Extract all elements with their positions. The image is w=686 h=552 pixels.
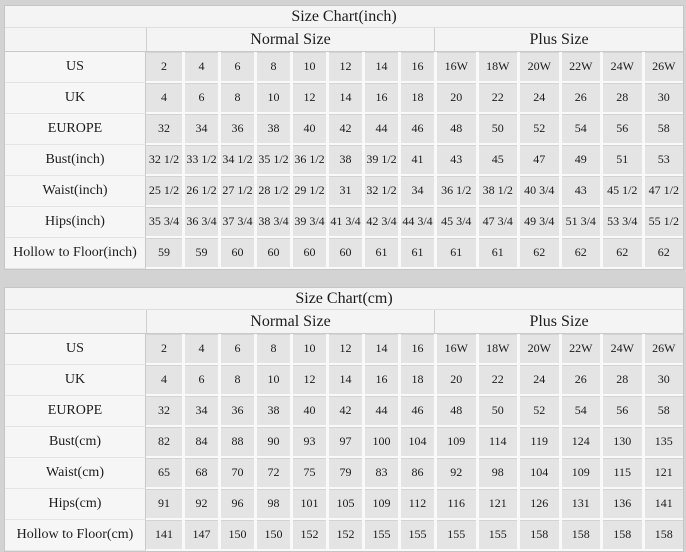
table-row xyxy=(5,145,683,176)
row-label: Hollow to Floor(inch) xyxy=(5,238,146,269)
size-value-cell: 6 xyxy=(218,52,254,83)
size-value-cell: 56 xyxy=(600,114,642,145)
size-value-cell: 20 xyxy=(434,83,476,114)
size-value-cell: 49 xyxy=(559,145,601,176)
size-value-cell: 2 xyxy=(146,334,182,365)
size-value-cell: 26 1/2 xyxy=(182,176,218,207)
row-label: UK xyxy=(5,83,146,114)
size-value-cell: 104 xyxy=(517,458,559,489)
size-value-cell: 36 xyxy=(218,114,254,145)
table-row xyxy=(5,114,683,145)
size-value-cell: 54 xyxy=(559,396,601,427)
size-value-cell: 2 xyxy=(146,52,182,83)
size-value-cell: 155 xyxy=(398,520,434,551)
size-value-cell: 84 xyxy=(182,427,218,458)
row-label: EUROPE xyxy=(5,396,146,427)
row-label: Bust(cm) xyxy=(5,427,146,458)
size-value-cell: 62 xyxy=(642,238,684,269)
row-label: Bust(inch) xyxy=(5,145,146,176)
table-row xyxy=(5,427,683,458)
table-row xyxy=(5,334,683,365)
size-value-cell: 109 xyxy=(434,427,476,458)
size-value-cell: 50 xyxy=(476,114,518,145)
size-value-cell: 22 xyxy=(476,365,518,396)
size-value-cell: 10 xyxy=(290,52,326,83)
title-row xyxy=(5,288,683,310)
size-value-cell: 18 xyxy=(398,365,434,396)
size-value-cell: 22 xyxy=(476,83,518,114)
size-value-cell: 24W xyxy=(600,52,642,83)
size-value-cell: 45 1/2 xyxy=(600,176,642,207)
size-value-cell: 12 xyxy=(326,52,362,83)
size-value-cell: 53 3/4 xyxy=(600,207,642,238)
plus-size-header: Plus Size xyxy=(434,28,683,52)
size-value-cell: 109 xyxy=(362,489,398,520)
size-value-cell: 4 xyxy=(146,83,182,114)
size-value-cell: 49 3/4 xyxy=(517,207,559,238)
size-value-cell: 34 xyxy=(182,396,218,427)
size-value-cell: 20 xyxy=(434,365,476,396)
size-value-cell: 109 xyxy=(559,458,601,489)
size-value-cell: 37 3/4 xyxy=(218,207,254,238)
size-value-cell: 20W xyxy=(517,334,559,365)
size-value-cell: 14 xyxy=(326,83,362,114)
size-value-cell: 25 1/2 xyxy=(146,176,182,207)
size-value-cell: 45 xyxy=(476,145,518,176)
table-title: Size Chart(cm) xyxy=(5,288,683,310)
size-value-cell: 24 xyxy=(517,83,559,114)
size-value-cell: 141 xyxy=(642,489,684,520)
size-value-cell: 43 xyxy=(434,145,476,176)
size-value-cell: 24 xyxy=(517,365,559,396)
row-label: Hips(inch) xyxy=(5,207,146,238)
size-value-cell: 18W xyxy=(476,334,518,365)
size-value-cell: 38 xyxy=(254,114,290,145)
row-label: Waist(cm) xyxy=(5,458,146,489)
size-value-cell: 60 xyxy=(218,238,254,269)
size-value-cell: 59 xyxy=(146,238,182,269)
row-label: Waist(inch) xyxy=(5,176,146,207)
row-label: Hollow to Floor(cm) xyxy=(5,520,146,551)
size-value-cell: 92 xyxy=(434,458,476,489)
size-value-cell: 14 xyxy=(362,334,398,365)
size-value-cell: 72 xyxy=(254,458,290,489)
size-value-cell: 4 xyxy=(182,334,218,365)
size-value-cell: 59 xyxy=(182,238,218,269)
size-value-cell: 39 1/2 xyxy=(362,145,398,176)
size-chart-inch-table xyxy=(4,5,684,270)
size-value-cell: 35 3/4 xyxy=(146,207,182,238)
size-value-cell: 62 xyxy=(559,238,601,269)
size-value-cell: 48 xyxy=(434,114,476,145)
size-value-cell: 28 xyxy=(600,365,642,396)
size-value-cell: 6 xyxy=(218,334,254,365)
size-value-cell: 96 xyxy=(218,489,254,520)
size-value-cell: 39 3/4 xyxy=(290,207,326,238)
size-value-cell: 31 xyxy=(326,176,362,207)
size-value-cell: 47 1/2 xyxy=(642,176,684,207)
size-value-cell: 18W xyxy=(476,52,518,83)
size-value-cell: 47 xyxy=(517,145,559,176)
size-value-cell: 8 xyxy=(254,334,290,365)
size-value-cell: 10 xyxy=(254,365,290,396)
size-chart-cm xyxy=(4,287,682,552)
size-value-cell: 68 xyxy=(182,458,218,489)
size-value-cell: 152 xyxy=(326,520,362,551)
size-chart-cm-table xyxy=(4,287,684,552)
size-value-cell: 130 xyxy=(600,427,642,458)
size-value-cell: 158 xyxy=(559,520,601,551)
row-label: Hips(cm) xyxy=(5,489,146,520)
size-value-cell: 152 xyxy=(290,520,326,551)
size-value-cell: 36 1/2 xyxy=(290,145,326,176)
size-value-cell: 83 xyxy=(362,458,398,489)
size-value-cell: 86 xyxy=(398,458,434,489)
size-value-cell: 79 xyxy=(326,458,362,489)
size-value-cell: 12 xyxy=(326,334,362,365)
size-value-cell: 55 1/2 xyxy=(642,207,684,238)
size-value-cell: 121 xyxy=(642,458,684,489)
size-chart-inch-body xyxy=(5,52,683,269)
size-value-cell: 124 xyxy=(559,427,601,458)
size-value-cell: 112 xyxy=(398,489,434,520)
size-value-cell: 54 xyxy=(559,114,601,145)
size-value-cell: 158 xyxy=(600,520,642,551)
size-value-cell: 16 xyxy=(398,52,434,83)
table-row xyxy=(5,396,683,427)
table-row xyxy=(5,176,683,207)
size-value-cell: 28 xyxy=(600,83,642,114)
size-value-cell: 40 xyxy=(290,396,326,427)
size-value-cell: 48 xyxy=(434,396,476,427)
size-value-cell: 141 xyxy=(146,520,182,551)
row-label: EUROPE xyxy=(5,114,146,145)
size-value-cell: 158 xyxy=(642,520,684,551)
normal-size-header: Normal Size xyxy=(146,28,434,52)
size-value-cell: 26 xyxy=(559,83,601,114)
size-value-cell: 38 xyxy=(254,396,290,427)
table-row xyxy=(5,238,683,269)
size-value-cell: 61 xyxy=(434,238,476,269)
size-value-cell: 16W xyxy=(434,52,476,83)
size-value-cell: 42 3/4 xyxy=(362,207,398,238)
size-value-cell: 52 xyxy=(517,396,559,427)
column-group-row xyxy=(5,28,683,52)
size-value-cell: 58 xyxy=(642,114,684,145)
size-value-cell: 56 xyxy=(600,396,642,427)
size-value-cell: 8 xyxy=(254,52,290,83)
size-value-cell: 18 xyxy=(398,83,434,114)
size-value-cell: 26W xyxy=(642,334,684,365)
size-value-cell: 51 xyxy=(600,145,642,176)
size-value-cell: 6 xyxy=(182,83,218,114)
size-value-cell: 32 xyxy=(146,114,182,145)
size-value-cell: 126 xyxy=(517,489,559,520)
size-value-cell: 121 xyxy=(476,489,518,520)
size-value-cell: 98 xyxy=(476,458,518,489)
size-value-cell: 62 xyxy=(517,238,559,269)
size-value-cell: 16W xyxy=(434,334,476,365)
size-value-cell: 150 xyxy=(254,520,290,551)
size-value-cell: 58 xyxy=(642,396,684,427)
size-value-cell: 115 xyxy=(600,458,642,489)
row-label: US xyxy=(5,52,146,83)
size-value-cell: 44 xyxy=(362,114,398,145)
size-value-cell: 26 xyxy=(559,365,601,396)
size-value-cell: 53 xyxy=(642,145,684,176)
table-row xyxy=(5,458,683,489)
size-value-cell: 24W xyxy=(600,334,642,365)
corner-cell xyxy=(5,28,146,52)
table-row xyxy=(5,489,683,520)
size-value-cell: 46 xyxy=(398,114,434,145)
row-label: UK xyxy=(5,365,146,396)
size-value-cell: 131 xyxy=(559,489,601,520)
size-value-cell: 32 xyxy=(146,396,182,427)
title-row xyxy=(5,6,683,28)
table-row xyxy=(5,207,683,238)
size-value-cell: 50 xyxy=(476,396,518,427)
size-value-cell: 100 xyxy=(362,427,398,458)
size-value-cell: 14 xyxy=(326,365,362,396)
size-value-cell: 36 1/2 xyxy=(434,176,476,207)
size-value-cell: 114 xyxy=(476,427,518,458)
size-value-cell: 32 1/2 xyxy=(146,145,182,176)
size-value-cell: 98 xyxy=(254,489,290,520)
size-value-cell: 30 xyxy=(642,83,684,114)
corner-cell xyxy=(5,310,146,334)
size-value-cell: 51 3/4 xyxy=(559,207,601,238)
size-value-cell: 22W xyxy=(559,52,601,83)
size-value-cell: 34 xyxy=(182,114,218,145)
size-value-cell: 33 1/2 xyxy=(182,145,218,176)
size-value-cell: 158 xyxy=(517,520,559,551)
size-value-cell: 60 xyxy=(290,238,326,269)
size-value-cell: 105 xyxy=(326,489,362,520)
size-value-cell: 10 xyxy=(290,334,326,365)
size-value-cell: 41 xyxy=(398,145,434,176)
table-row xyxy=(5,52,683,83)
size-value-cell: 92 xyxy=(182,489,218,520)
table-row xyxy=(5,365,683,396)
size-value-cell: 35 1/2 xyxy=(254,145,290,176)
size-value-cell: 16 xyxy=(362,365,398,396)
size-value-cell: 70 xyxy=(218,458,254,489)
size-value-cell: 8 xyxy=(218,83,254,114)
size-value-cell: 88 xyxy=(218,427,254,458)
size-value-cell: 43 xyxy=(559,176,601,207)
plus-size-header: Plus Size xyxy=(434,310,683,334)
size-value-cell: 93 xyxy=(290,427,326,458)
size-value-cell: 136 xyxy=(600,489,642,520)
size-value-cell: 42 xyxy=(326,114,362,145)
row-label: US xyxy=(5,334,146,365)
size-value-cell: 52 xyxy=(517,114,559,145)
size-value-cell: 155 xyxy=(362,520,398,551)
size-value-cell: 61 xyxy=(362,238,398,269)
size-value-cell: 28 1/2 xyxy=(254,176,290,207)
size-value-cell: 20W xyxy=(517,52,559,83)
size-value-cell: 26W xyxy=(642,52,684,83)
size-value-cell: 36 xyxy=(218,396,254,427)
size-value-cell: 40 xyxy=(290,114,326,145)
column-group-row xyxy=(5,310,683,334)
size-value-cell: 10 xyxy=(254,83,290,114)
size-value-cell: 22W xyxy=(559,334,601,365)
size-value-cell: 61 xyxy=(398,238,434,269)
size-value-cell: 91 xyxy=(146,489,182,520)
size-value-cell: 147 xyxy=(182,520,218,551)
size-value-cell: 34 xyxy=(398,176,434,207)
size-value-cell: 12 xyxy=(290,365,326,396)
normal-size-header: Normal Size xyxy=(146,310,434,334)
size-value-cell: 30 xyxy=(642,365,684,396)
table-row xyxy=(5,83,683,114)
size-value-cell: 155 xyxy=(434,520,476,551)
size-value-cell: 40 3/4 xyxy=(517,176,559,207)
size-value-cell: 135 xyxy=(642,427,684,458)
size-value-cell: 6 xyxy=(182,365,218,396)
size-value-cell: 16 xyxy=(398,334,434,365)
size-value-cell: 44 xyxy=(362,396,398,427)
size-value-cell: 104 xyxy=(398,427,434,458)
size-value-cell: 45 3/4 xyxy=(434,207,476,238)
size-value-cell: 101 xyxy=(290,489,326,520)
size-value-cell: 47 3/4 xyxy=(476,207,518,238)
size-value-cell: 155 xyxy=(476,520,518,551)
size-value-cell: 38 3/4 xyxy=(254,207,290,238)
size-value-cell: 4 xyxy=(146,365,182,396)
size-value-cell: 82 xyxy=(146,427,182,458)
table-row xyxy=(5,520,683,551)
size-value-cell: 4 xyxy=(182,52,218,83)
size-value-cell: 44 3/4 xyxy=(398,207,434,238)
size-value-cell: 27 1/2 xyxy=(218,176,254,207)
size-value-cell: 38 xyxy=(326,145,362,176)
size-chart-inch xyxy=(4,5,682,270)
size-value-cell: 90 xyxy=(254,427,290,458)
size-value-cell: 61 xyxy=(476,238,518,269)
size-value-cell: 38 1/2 xyxy=(476,176,518,207)
size-value-cell: 65 xyxy=(146,458,182,489)
size-value-cell: 119 xyxy=(517,427,559,458)
size-value-cell: 97 xyxy=(326,427,362,458)
table-title: Size Chart(inch) xyxy=(5,6,683,28)
size-value-cell: 60 xyxy=(326,238,362,269)
size-value-cell: 29 1/2 xyxy=(290,176,326,207)
size-value-cell: 8 xyxy=(218,365,254,396)
size-value-cell: 34 1/2 xyxy=(218,145,254,176)
size-value-cell: 16 xyxy=(362,83,398,114)
size-value-cell: 12 xyxy=(290,83,326,114)
size-value-cell: 150 xyxy=(218,520,254,551)
size-value-cell: 32 1/2 xyxy=(362,176,398,207)
size-value-cell: 60 xyxy=(254,238,290,269)
size-chart-cm-body xyxy=(5,334,683,551)
size-value-cell: 14 xyxy=(362,52,398,83)
size-value-cell: 41 3/4 xyxy=(326,207,362,238)
size-value-cell: 116 xyxy=(434,489,476,520)
size-value-cell: 36 3/4 xyxy=(182,207,218,238)
size-value-cell: 75 xyxy=(290,458,326,489)
size-value-cell: 42 xyxy=(326,396,362,427)
size-value-cell: 46 xyxy=(398,396,434,427)
size-value-cell: 62 xyxy=(600,238,642,269)
